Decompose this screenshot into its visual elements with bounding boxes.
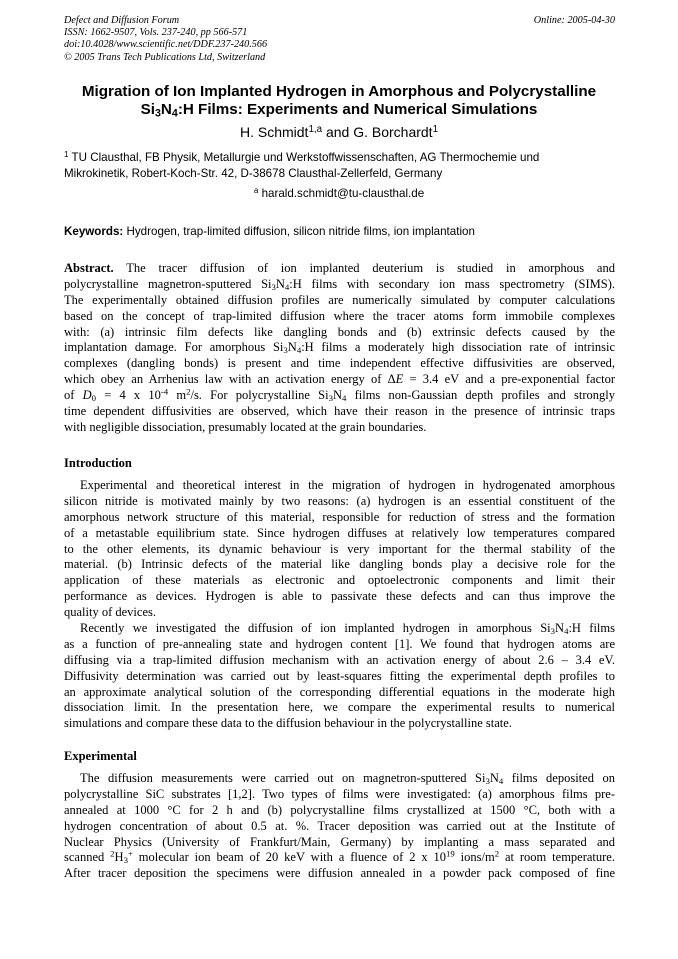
introduction-line: performance as devices. Hydrogen is able to passivate these defects and can thus improve the <box>64 589 615 604</box>
introduction-line: Recently we investigated the diffusion of ion implanted hydrogen in amorphous $Si_3N_4:H$ films <box>80 621 615 637</box>
keywords-text: Hydrogen, trap-limited diffusion, silicon nitride films, ion implantation <box>126 225 475 238</box>
authors: H. Schmidt$^{1,a}$ and G. Borchardt$^1$ <box>239 124 439 140</box>
experimental-line: The diffusion measurements were carried out on magnetron-sputtered $Si_3N_4$ films deposited on <box>80 771 615 787</box>
abstract-line: complexes (dangling bonds) is present and time independent effective diffusivities are observed, <box>64 356 615 371</box>
introduction-line: Diffusivity determination was carried out by least-squares fitting the experimental depth profiles to <box>64 668 615 683</box>
introduction-line: an approximate analytical solution of the corresponding differential equations in the moderate high <box>64 684 615 699</box>
introduction-line: Experimental and theoretical interest in the migration of hydrogen in hydrogenated amorphous <box>80 478 615 492</box>
experimental-line: Nuclear Physics (University of Frankfurt/Main, Germany) by implanting a mass separated and <box>64 834 615 849</box>
title-line-1: Migration of Ion Implanted Hydrogen in Amorphous and Polycrystalline <box>81 83 597 100</box>
abstract-line: polycrystalline magnetron-sputtered $Si_3N_4:H$ films with secondary ion mass spectrometry (SIMS). <box>64 276 615 293</box>
introduction-heading: Introduction <box>64 456 132 470</box>
author-email: $^a$ harald.schmidt@tu-clausthal.de <box>253 185 425 200</box>
introduction-line: quality of devices. <box>64 605 156 620</box>
abstract-label: Abstract. <box>64 261 114 275</box>
abstract-line: implantation damage. For amorphous $Si_3N_4:H$ films a moderately high dissociation rate of intrinsic <box>64 340 615 356</box>
introduction-line: as a function of pre-annealing state and hydrogen content [1]. We found that hydrogen atoms are <box>64 636 615 651</box>
experimental-body <box>64 771 615 882</box>
abstract-line: time dependent diffusivities are observed, which have their reason in the presence of intrinsic traps <box>64 404 615 419</box>
keywords-label: Keywords: <box>64 225 124 238</box>
introduction-line: of a metastable equilibrium state. Since hydrogen diffuses at relatively low temperatures compared <box>64 525 615 540</box>
affiliation <box>64 150 615 183</box>
introduction-line: to the other elements, its dynamic behaviour is very important for the thermal stability of the <box>64 541 615 556</box>
abstract-line: The experimentally obtained diffusion profiles are numerically simulated by computer calculations <box>64 292 615 307</box>
introduction-line: silicon nitride is motivated mainly by two reasons: (a) hydrogen is an essential constituent of the <box>64 493 615 508</box>
journal-name: Defect and Diffusion Forum <box>64 15 180 26</box>
affiliation-line-2: Mikrokinetik, Robert-Koch-Str. 42, D-38678 Clausthal-Zellerfeld, Germany <box>64 167 443 181</box>
abstract-line: of $D_0 = 4$ x $10^{-4}$ $m^2/s$. For polycrystalline $Si_3N_4$ films non-Gaussian depth profiles and strongly <box>64 386 615 404</box>
keywords <box>64 225 615 239</box>
introduction-line: material. (b) Intrinsic defects of the material like dangling bonds play a decisive role for the <box>64 557 615 572</box>
introduction-body <box>64 478 615 732</box>
introduction-line: dissociation limit. In the presentation here, we compare the experimental results to numerical <box>64 700 615 715</box>
experimental-line: scanned $^2H_3^+$ molecular ion beam of 20 keV with a fluence of 2 x $10^{19}$ ions/$m^2$ at room temperature. <box>64 849 615 866</box>
issn-line: ISSN: 1662-9507, Vols. 237-240, pp 566-571 <box>64 27 248 39</box>
experimental-line: After tracer deposition the specimens were diffusion annealed in a powder pack composed of fine <box>64 866 615 881</box>
abstract-line: with: (a) intrinsic film defects like dangling bonds and (b) extrinsic defects caused by the <box>64 324 615 339</box>
journal-header <box>64 15 615 64</box>
experimental-line: annealed at 1000 °C for 2 h and (b) polycrystalline films crystallized at 1500 °C, both with a <box>64 802 615 817</box>
introduction-line: amorphous network structure of this material, responsible for reduction of stress and the formation <box>64 509 615 524</box>
copyright-line: © 2005 Trans Tech Publications Ltd, Switzerland <box>64 51 266 63</box>
abstract-line: Abstract. The tracer diffusion of ion implanted deuterium is studied in amorphous and <box>64 261 615 275</box>
online-date: Online: 2005-04-30 <box>533 15 615 26</box>
experimental-line: hydrogen concentration of about 0.5 at. %. Tracer deposition was carried out at the Institute of <box>64 818 615 833</box>
affiliation-line-1: $^1$ TU Clausthal, FB Physik, Metallurgie und Werkstoffwissenschaften, AG Thermochemie und <box>64 149 540 164</box>
experimental-heading: Experimental <box>64 749 137 763</box>
introduction-line: application of these materials as electronic and optoelectronic components and limit their <box>64 573 615 588</box>
abstract-line: based on the concept of trap-limited diffusion where the tracer atoms form immobile complexes <box>64 308 615 323</box>
paper-title <box>40 83 638 119</box>
introduction-line: diffusing via a trap-limited diffusion mechanism with an activation energy of about 2.6 – 3.4 eV. <box>64 652 615 667</box>
abstract-line: which obey an Arrhenius law with an activation energy of ΔE = 3.4 eV and a pre-exponential factor <box>64 372 616 387</box>
abstract-line: with negligible dissociation, presumably located at the grain boundaries. <box>64 419 427 434</box>
abstract <box>64 261 615 436</box>
doi-line: doi:10.4028/www.scientific.net/DDF.237-240.566 <box>64 39 268 51</box>
experimental-line: polycrystalline SiC substrates [1,2]. Two types of films were investigated: (a) amorphous films pre- <box>64 786 615 801</box>
title-line-2: $Si_3N_4:H$ Films: Experiments and Numerical Simulations <box>140 101 538 120</box>
introduction-line: simulations and compare these data to the diffusion behaviour in the polycrystalline state. <box>64 716 512 731</box>
